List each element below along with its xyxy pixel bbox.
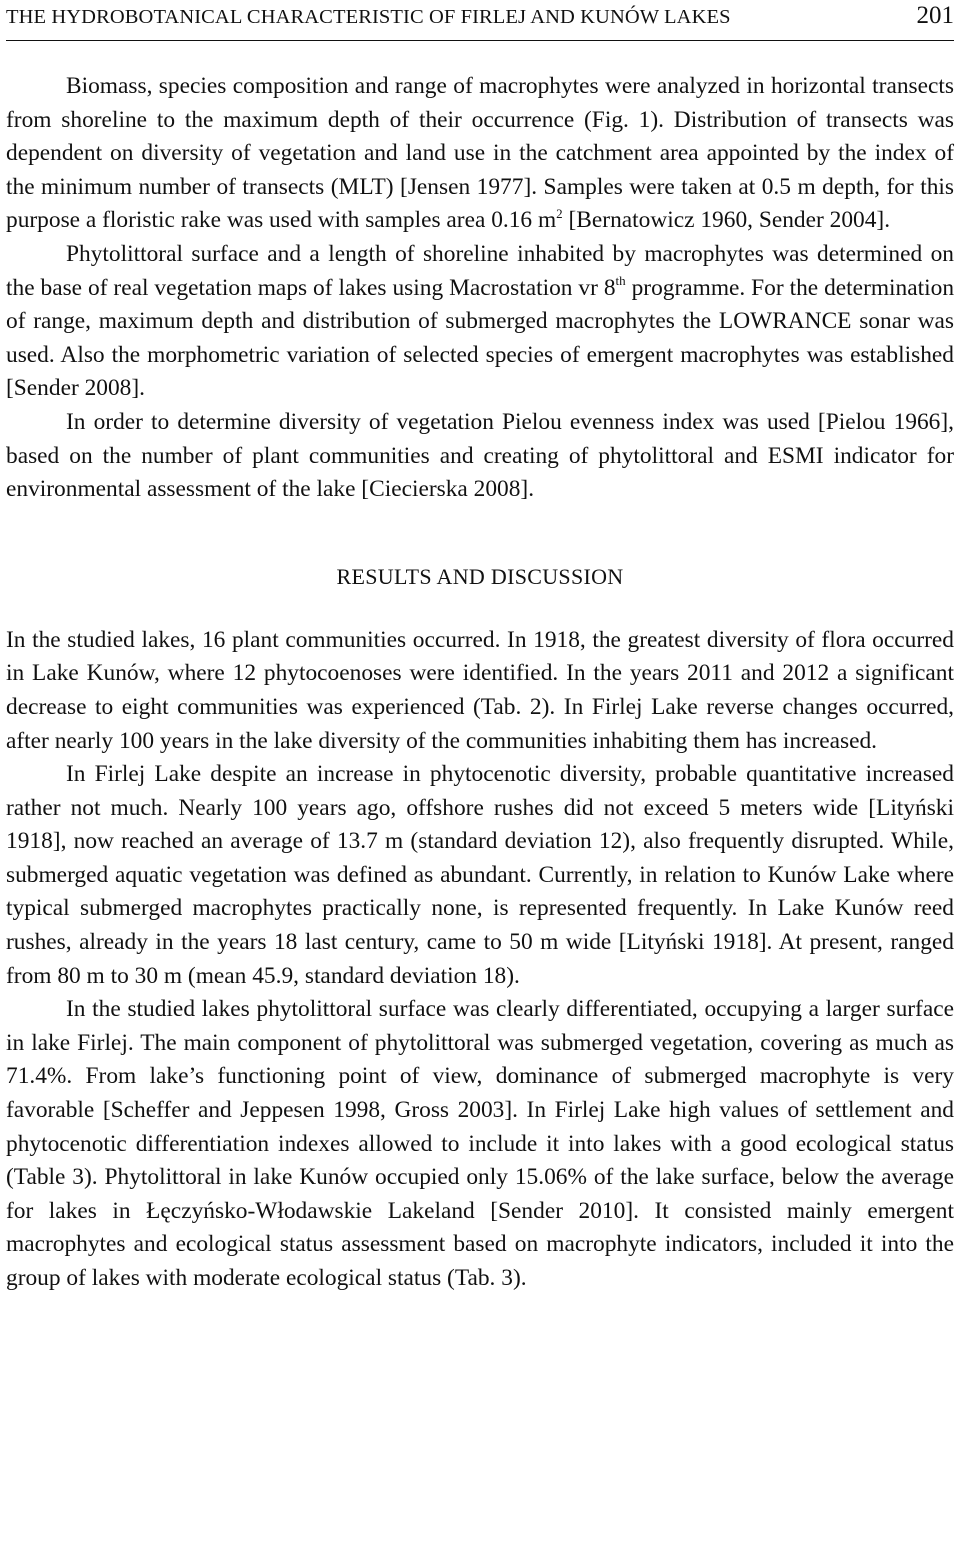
methods-paragraph-3: In order to determine diversity of vegetation Pielou evenness index was used [Pielou 1966], based on the number of plant communities and creating of phytolittoral and ESMI indicator for environmental assessment of the lake [Ciecierska 2008]. <box>6 408 954 503</box>
page-number: 201 <box>916 2 954 29</box>
results-paragraph-1: In the studied lakes, 16 plant communities occurred. In 1918, the greatest diversity of flora occurred in Lake Kunów, where 12 phytocoenoses were identified. In the years 2011 and 2012 a significant decrease to eight communities was experienced (Tab. 2). In Firlej Lake reverse changes occurred, after nearly 100 years in the lake diversity of the communities inhabiting them has increased. <box>6 626 954 754</box>
methods-paragraph-2-text: Phytolittoral surface and a length of shoreline inhabited by macrophytes was determined on the base of real vegetation maps of lakes using Macrostation vr 8 <box>6 240 954 301</box>
document-page <box>6 0 954 1296</box>
results-paragraph-2: In Firlej Lake despite an increase in phytocenotic diversity, probable quantitative increased rather not much. Nearly 100 years ago, offshore rushes did not exceed 5 meters wide [Lityński 1918], now reached an average of 13.7 m (standard deviation 12), also frequently disrupted. While, submerged aquatic vegetation was defined as abundant. Currently, in relation to Kunów Lake where typical submerged macrophytes practically none, is represented frequently. In Lake Kunów reed rushes, already in the years 18 last century, came to 50 m wide [Lityński 1918]. At present, ranged from 80 m to 30 m (mean 45.9, standard deviation 18). <box>6 761 954 989</box>
running-title: THE HYDROBOTANICAL CHARACTERISTIC OF FIRLEJ AND KUNÓW LAKES <box>6 6 731 28</box>
methods-paragraph-2 <box>6 238 954 406</box>
running-header <box>6 0 954 41</box>
superscript-squared: 2 <box>556 205 563 221</box>
methods-paragraph-1 <box>6 70 954 238</box>
methods-paragraph-2-text-end: programme. For the determination of range, maximum depth and distribution of submerged macrophytes the LOWRANCE sonar was used. Also the morphometric variation of selected species of emergent macrophytes was established [Sender 2008]. <box>6 274 955 402</box>
methods-paragraph-1-text: Biomass, species composition and range of macrophytes were analyzed in horizontal transects from shoreline to the maximum depth of their occurrence (Fig. 1). Distribution of transects was dependent on diversity of vegetation and land use in the catchment area appointed by the index of the minimum number of transects (MLT) [Jensen 1977]. Samples were taken at 0.5 m depth, for this purpose a floristic rake was used with samples area 0.16 m <box>6 73 954 234</box>
body-text <box>6 70 954 1296</box>
superscript-th: th <box>615 272 626 288</box>
results-paragraph-3: In the studied lakes phytolittoral surface was clearly differentiated, occupying a larger surface in lake Firlej. The main component of phytolittoral was submerged vegetation, covering as much as 71.4%. From lake’s functioning point of view, dominance of submerged macrophyte is very favorable [Scheffer and Jeppesen 1998, Gross 2003]. In Firlej Lake high values of settlement and phytocenotic differentiation indexes allowed to include it into lakes with a good ecological status (Table 3). Phytolittoral in lake Kunów occupied only 15.06% of the lake surface, below the average for lakes in Łęczyńsko-Włodawskie Lakeland [Sender 2010]. It consisted mainly emergent macrophytes and ecological status assessment based on macrophyte indicators, included it into the group of lakes with moderate ecological status (Tab. 3). <box>6 996 954 1291</box>
methods-paragraph-1-text-end: [Bernatowicz 1960, Sender 2004]. <box>562 207 891 234</box>
section-heading-results: RESULTS AND DISCUSSION <box>336 563 624 589</box>
